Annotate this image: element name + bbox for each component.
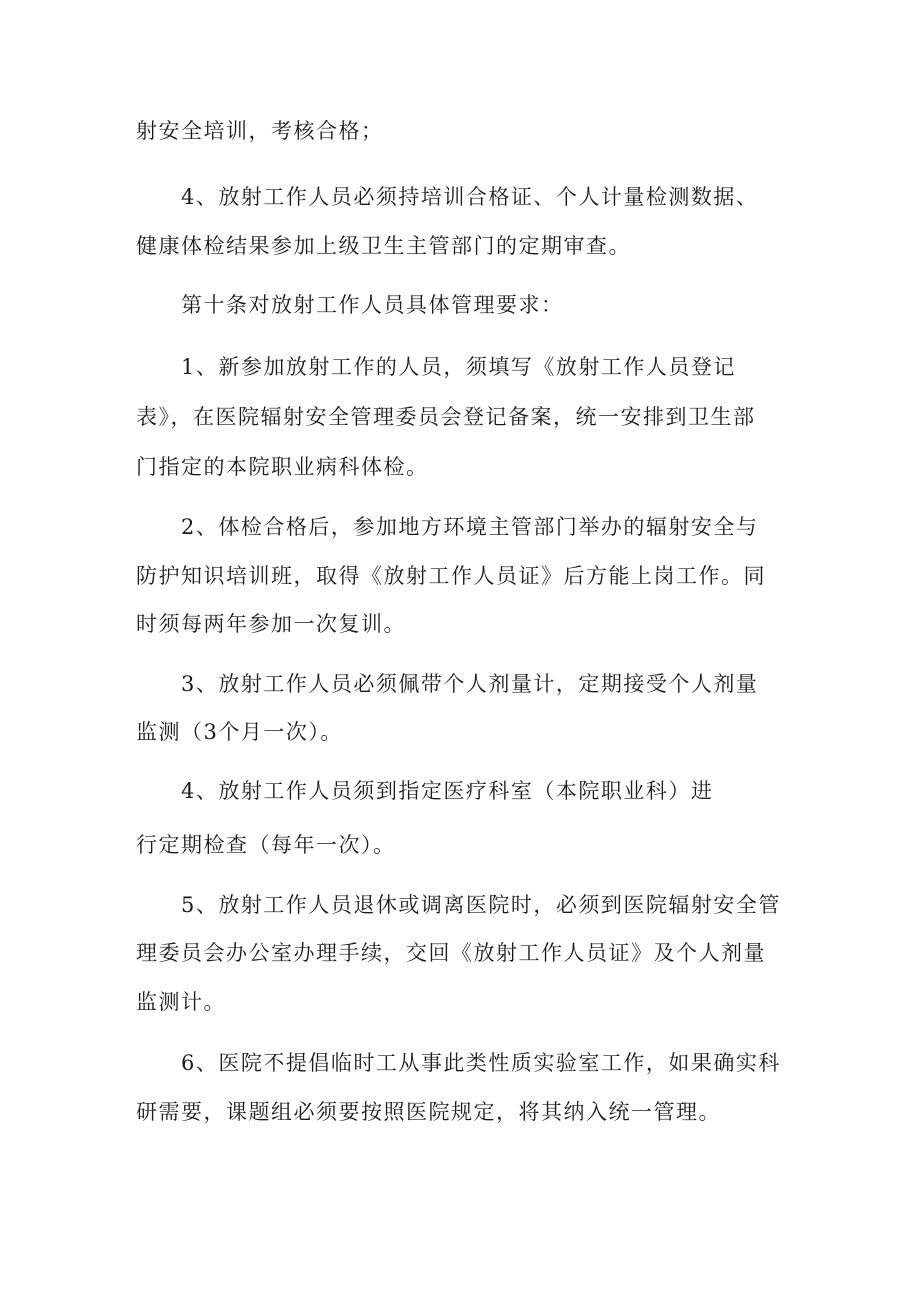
text-line: 行定期检查（每年一次）。: [136, 833, 396, 857]
text-line: 门指定的本院职业病科体检。: [136, 455, 429, 479]
text-line: 研需要，课题组必须要按照医院规定，将其纳入统一管理。: [136, 1100, 721, 1124]
text-line: 时须每两年参加一次复训。: [136, 612, 406, 636]
text-line: 3、放射工作人员必须佩带个人剂量计，定期接受个人剂量: [181, 672, 759, 696]
text-line: 监测（3个月一次）。: [136, 720, 343, 744]
text-line: 理委员会办公室办理手续，交回《放射工作人员证》及个人剂量: [136, 941, 766, 965]
section-heading: 第十条对放射工作人员具体管理要求：: [181, 293, 564, 317]
text-line: 2、体检合格后，参加地方环境主管部门举办的辐射安全与: [181, 515, 759, 539]
text-line: 4、放射工作人员必须持培训合格证、个人计量检测数据、: [181, 185, 759, 209]
text-line: 4、放射工作人员须到指定医疗科室（本院职业科）进: [181, 779, 714, 803]
text-line: 5、放射工作人员退休或调离医院时，必须到医院辐射安全管: [181, 893, 781, 917]
text-line: 射安全培训，考核合格；: [136, 119, 384, 143]
text-line: 监测计。: [136, 990, 226, 1014]
text-line: 防护知识培训班，取得《放射工作人员证》后方能上岗工作。同: [136, 564, 766, 588]
text-line: 表》，在医院辐射安全管理委员会登记备案，统一安排到卫生部: [136, 405, 756, 429]
text-line: 健康体检结果参加上级卫生主管部门的定期审查。: [136, 234, 631, 258]
text-line: 1、新参加放射工作的人员，须填写《放射工作人员登记: [181, 355, 736, 379]
text-line: 6、医院不提倡临时工从事此类性质实验室工作，如果确实科: [181, 1051, 781, 1075]
